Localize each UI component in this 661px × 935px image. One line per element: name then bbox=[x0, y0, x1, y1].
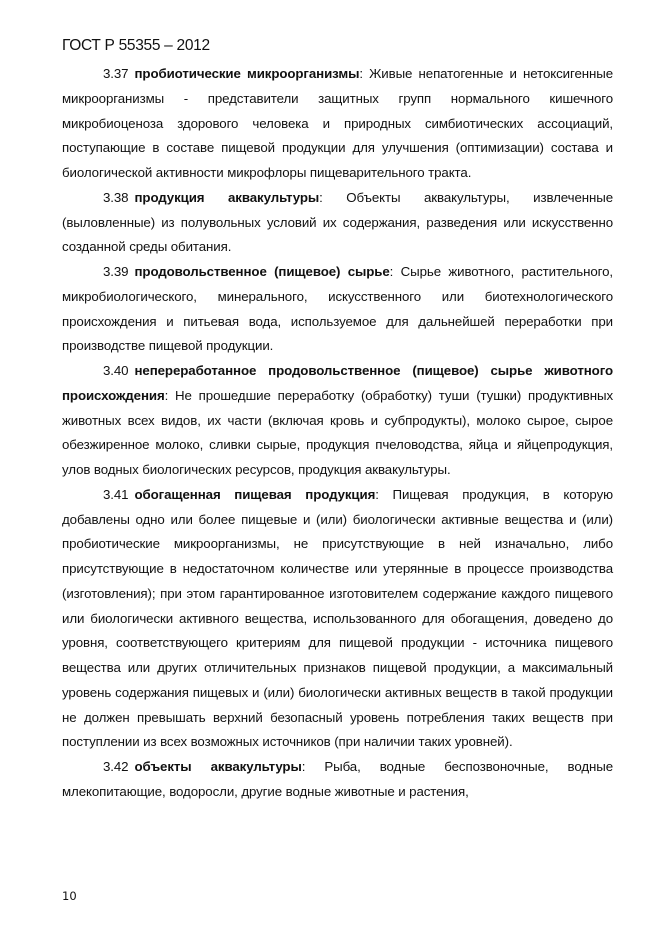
definition-3-40 bbox=[62, 359, 613, 483]
definition-3-41 bbox=[62, 483, 613, 755]
definition-3-38 bbox=[62, 186, 613, 260]
definition-text: : Рыба, водные беспозвоночные, водные млекопитающие, водоросли, другие водные животные и растения, bbox=[62, 759, 613, 799]
definition-3-37 bbox=[62, 62, 613, 186]
definition-text: : Объекты аквакультуры, извлеченные (выловленные) из полувольных условий их содержания, разведения или искусственно созданной среды обитания. bbox=[62, 189, 613, 255]
document-body bbox=[62, 62, 613, 805]
definition-text: : Пищевая продукция, в которую добавлены одно или более пищевые и (или) биологически активные вещества и (или) пробиотические микроорганизмы, не присутствующие в ней изначально, либо присутствующие в недостаточном количестве или утерянные в процессе производства (изготовления); при этом гарантированное изготовителем содержание каждого пищевого или биологически активного вещества, использованного для обогащения, доведено до уровня, соответствующего критериям для пищевой продукции - источника пищевого вещества или других отличительных признаков пищевой продукции, а максимальный уровень содержания пищевых и (или) биологически активных веществ в такой продукции не должен превышать верхний безопасный уровень потребления таких веществ при поступлении из всех возможных источников (при наличии таких уровней). bbox=[62, 486, 613, 750]
term: продовольственное (пищевое) сырье bbox=[134, 264, 390, 279]
definition-3-39 bbox=[62, 260, 613, 359]
section-number: 3.41 bbox=[103, 486, 129, 502]
section-number: 3.39 bbox=[103, 264, 129, 279]
definition-text: : Сырье животного, растительного, микробиологического, минерального, искусственного или биотехнологического происхождения и питьевая вода, используемое для дальнейшей переработки при производстве пищевой продукции. bbox=[62, 264, 614, 354]
term: обогащенная пищевая продукция bbox=[134, 486, 376, 502]
section-number: 3.40 bbox=[103, 363, 129, 378]
definition-text: : Живые непатогенные и нетоксигенные микроорганизмы - представители защитных групп нормального кишечного микробиоценоза здорового человека и природных симбиотических ассоциаций, поступающие в составе пищевой продукции для улучшения (оптимизации) состава и биологической активности микрофлоры пищеварительного тракта. bbox=[62, 66, 613, 180]
section-number: 3.37 bbox=[103, 66, 129, 81]
section-number: 3.42 bbox=[103, 759, 129, 774]
definition-text: : Не прошедшие переработку (обработку) туши (тушки) продуктивных животных всех видов, их части (включая кровь и субпродукты), молоко сырое, сырое обезжиренное молоко, сливки сырые, продукция пчеловодства, яйца и яйцепродукция, улов водных биологических ресурсов, продукция аквакультуры. bbox=[62, 387, 613, 477]
definition-3-42 bbox=[62, 755, 613, 805]
document-header: ГОСТ Р 55355 – 2012 bbox=[62, 37, 210, 54]
term: пробиотические микроорганизмы bbox=[134, 66, 360, 81]
term: продукция аквакультуры bbox=[134, 189, 320, 205]
section-number: 3.38 bbox=[103, 189, 129, 205]
term: непереработанное продовольственное (пищевое) сырье животного происхождения bbox=[62, 363, 613, 403]
term: объекты аквакультуры bbox=[134, 759, 302, 774]
page-number: 10 bbox=[62, 889, 77, 903]
